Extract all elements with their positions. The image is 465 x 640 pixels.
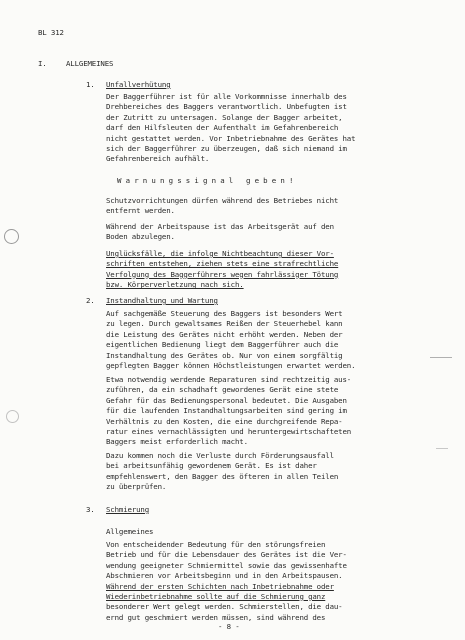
text-line: zu überprüfen.	[106, 482, 167, 492]
margin-mark	[436, 448, 448, 449]
text-line: Auf sachgemäße Steuerung des Baggers ist besonders Wert	[106, 309, 343, 318]
text-line: Wiederinbetriebnahme sollte auf die Schmierung ganz	[106, 591, 326, 601]
text-line: gepflegten Bagger können Höchstleistungen erwartet werden.	[106, 360, 356, 370]
text-line: Baggers meist erforderlich macht.	[106, 437, 248, 447]
punch-hole-mark	[6, 410, 19, 423]
subsection-number: 3.	[86, 505, 95, 514]
text-line: bzw. Körperverletzung nach sich.	[106, 280, 244, 290]
text-line: darf den Hilfsleuten der Aufenthalt im Gefahrenbereich	[106, 123, 339, 133]
section-number: I.	[38, 59, 47, 68]
paragraph	[106, 196, 338, 217]
paragraph	[106, 92, 355, 165]
text-line: Drehbereiches des Baggers verantwortlich. Unbefugten ist	[106, 102, 347, 112]
text-line: Boden abzulegen.	[106, 232, 175, 242]
text-line: eigentlichen Bedienung liegt dem Baggerführer auch die	[106, 340, 339, 350]
text-line-content: besonderer Wert gelegt werden. Schmierstellen, die dau-	[106, 602, 343, 612]
text-line: schriften entstehen, ziehen stets eine strafrechtliche	[106, 259, 339, 269]
text-line: Betrieb und für die Lebensdauer des Gerätes ist die Ver-	[106, 550, 347, 560]
text-line: nicht gestattet werden. Vor Inbetriebnahme des Gerätes hat	[106, 133, 356, 143]
subsection-title: Schmierung	[106, 505, 149, 514]
text-line	[106, 602, 347, 612]
text-line: empfehlenswert, den Bagger des öfteren in allen Teilen	[106, 471, 339, 481]
text-line: Dazu kommen noch die Verluste durch Förderungsausfall	[106, 451, 334, 460]
text-line: bei arbeitsunfähig gewordenem Gerät. Es ist daher	[106, 461, 317, 471]
text-line: der Zutritt zu untersagen. Solange der Bagger arbeitet,	[106, 112, 343, 122]
paragraph	[106, 222, 334, 243]
paragraph	[106, 309, 355, 371]
paragraph	[106, 540, 347, 623]
subsection-number: 1.	[86, 80, 95, 89]
paragraph	[106, 451, 338, 493]
text-line: wendung geeigneter Schmiermittel sowie das gewissenhafte	[106, 560, 347, 570]
subsection-title: Instandhaltung und Wartung	[106, 296, 218, 305]
text-line: Während der ersten Schichten nach Inbetriebnahme oder	[106, 581, 334, 591]
text-line: für die laufenden Instandhaltungsarbeiten sind gering im	[106, 406, 347, 416]
text-line: zuführen, da ein schadhaft gewordenes Gerät eine stete	[106, 385, 339, 395]
text-line: entfernt werden.	[106, 206, 175, 216]
text-line: Instandhaltung des Gerätes ob. Nur von einem sorgfältig	[106, 350, 343, 360]
margin-mark	[430, 357, 452, 358]
text-line: Schutzvorrichtungen dürfen während des Betriebes nicht	[106, 196, 339, 205]
subsection-number: 2.	[86, 296, 95, 305]
subsection-subtitle: Allgemeines	[106, 527, 154, 536]
document-id: BL 312	[38, 28, 64, 37]
text-line: ernd gut geschmiert werden müssen, sind während des	[106, 612, 326, 622]
text-line: die Leistung des Gerätes nicht erhöht werden. Neben der	[106, 329, 343, 339]
punch-hole-mark	[4, 229, 19, 244]
subsection-title: Unfallverhütung	[106, 80, 171, 89]
text-line: ratur eines vernachlässigten und heruntergewirtschafteten	[106, 426, 352, 436]
text-line: Etwa notwendig werdende Reparaturen sind rechtzeitig aus-	[106, 375, 352, 384]
text-line: Gefahr für das Bedienungspersonal bedeutet. Die Ausgaben	[106, 395, 347, 405]
text-line: Während der Arbeitspause ist das Arbeitsgerät auf den	[106, 222, 334, 231]
section-title: ALLGEMEINES	[66, 59, 114, 68]
text-line: Gefahrenbereich aufhält.	[106, 154, 210, 164]
text-line: Verfolgung des Baggerführers wegen fahrlässiger Tötung	[106, 269, 339, 279]
text-line: Von entscheidender Bedeutung für den störungsfreien	[106, 540, 326, 549]
page-number: - 8 -	[218, 622, 240, 631]
warning-signal: W a r n u n g s s i g n a l g e b e n !	[117, 176, 294, 185]
paragraph	[106, 375, 351, 448]
text-line: Unglücksfälle, die infolge Nichtbeachtung dieser Vor-	[106, 249, 334, 258]
text-line: Der Baggerführer ist für alle Vorkommnisse innerhalb des	[106, 92, 347, 101]
text-line: Verhältnis zu den Kosten, die eine durchgreifende Repa-	[106, 416, 343, 426]
underlined-paragraph	[106, 249, 338, 291]
text-line: sich der Baggerführer zu überzeugen, daß sich niemand im	[106, 143, 347, 153]
text-line: Abschmieren vor Arbeitsbeginn und in den Arbeitspausen.	[106, 571, 343, 581]
text-line: zu legen. Durch gewaltsames Reißen der Steuerhebel kann	[106, 319, 343, 329]
